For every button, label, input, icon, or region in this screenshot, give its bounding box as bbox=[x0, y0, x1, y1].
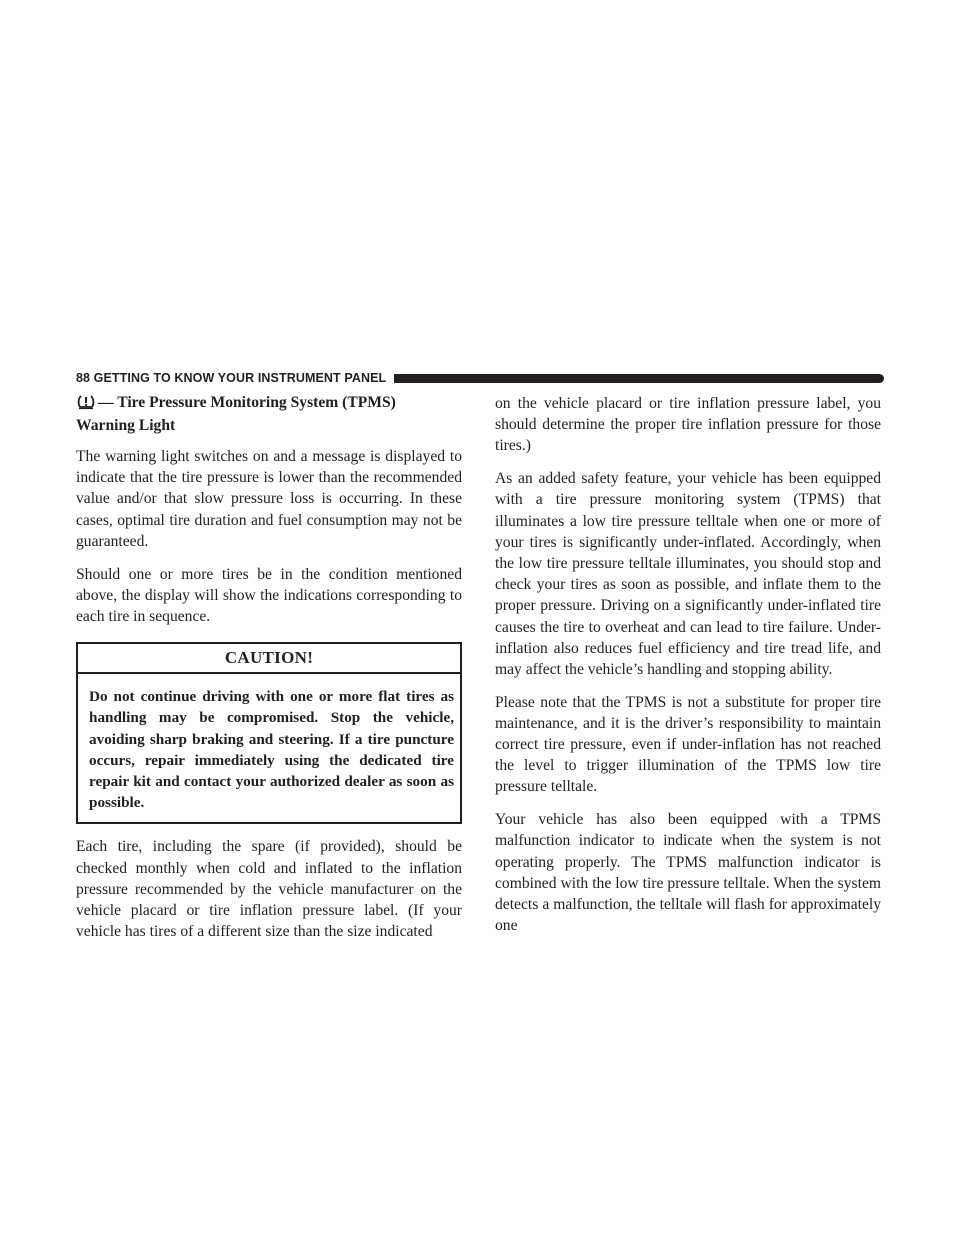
paragraph: Your vehicle has also been equipped with a TPMS malfunction indicator to indicate when the system is not operating properly. The TPMS malfunction indicator is combined with the low tire pressure telltale. When the system detects a malfunction, the telltale will flash for approximately one bbox=[495, 811, 881, 935]
caution-body: Do not continue driving with one or more flat tires as handling may be compromised. Stop the vehicle, avoiding sharp braking and steering. If a tire puncture occurs, repair immediately using the dedicated tire repair kit and contact your authorized dealer as soon as possible. bbox=[89, 688, 454, 812]
caution-title: CAUTION! bbox=[78, 644, 460, 674]
caution-box bbox=[76, 642, 462, 824]
section-heading bbox=[76, 393, 462, 436]
section-heading-line2: Warning Light bbox=[76, 417, 176, 434]
section-heading-line1: — Tire Pressure Monitoring System (TPMS) bbox=[98, 394, 396, 411]
paragraph: As an added safety feature, your vehicle has been equipped with a tire pressure monitoring system (TPMS) that illuminates a low tire pressure telltale when one or more of your tires is significantly under-inflated. Accordingly, when the low tire pressure telltale illuminates, you should stop and check your tires as soon as possible, and inflate them to the proper pressure. Driving on a significantly under-inflated tire causes the tire to overheat and can lead to tire failure. Under-inflation also reduces fuel efficiency and tire tread life, and may affect the vehicle’s handling and stopping ability. bbox=[495, 470, 881, 678]
right-column bbox=[495, 393, 881, 948]
paragraph: Should one or more tires be in the condition mentioned above, the display will show the indications corresponding to each tire in sequence. bbox=[76, 565, 462, 625]
paragraph: on the vehicle placard or tire inflation pressure label, you should determine the proper tire inflation pressure for those tires.) bbox=[495, 395, 881, 455]
paragraph: The warning light switches on and a message is displayed to indicate that the tire pressure is lower than the recommended value and/or that slow pressure loss is occurring. In these cases, optimal tire duration and fuel consumption may not be guaranteed. bbox=[76, 448, 462, 550]
header-rule bbox=[394, 374, 884, 383]
tire-pressure-warning-icon bbox=[76, 394, 96, 416]
page-header bbox=[76, 370, 884, 386]
left-column bbox=[76, 393, 462, 954]
paragraph: Each tire, including the spare (if provided), should be checked monthly when cold and inflated to the inflation pressure recommended by the vehicle manufacturer on the vehicle placard or tire inflation pressure label. (If your vehicle has tires of a different size than the size indicated bbox=[76, 838, 462, 941]
paragraph: Please note that the TPMS is not a substitute for proper tire maintenance, and it is the driver’s responsibility to maintain correct tire pressure, even if under-inflation has not reached the level to trigger illumination of the TPMS low tire pressure telltale. bbox=[495, 693, 881, 796]
page-header-text: 88 GETTING TO KNOW YOUR INSTRUMENT PANEL bbox=[76, 371, 387, 385]
